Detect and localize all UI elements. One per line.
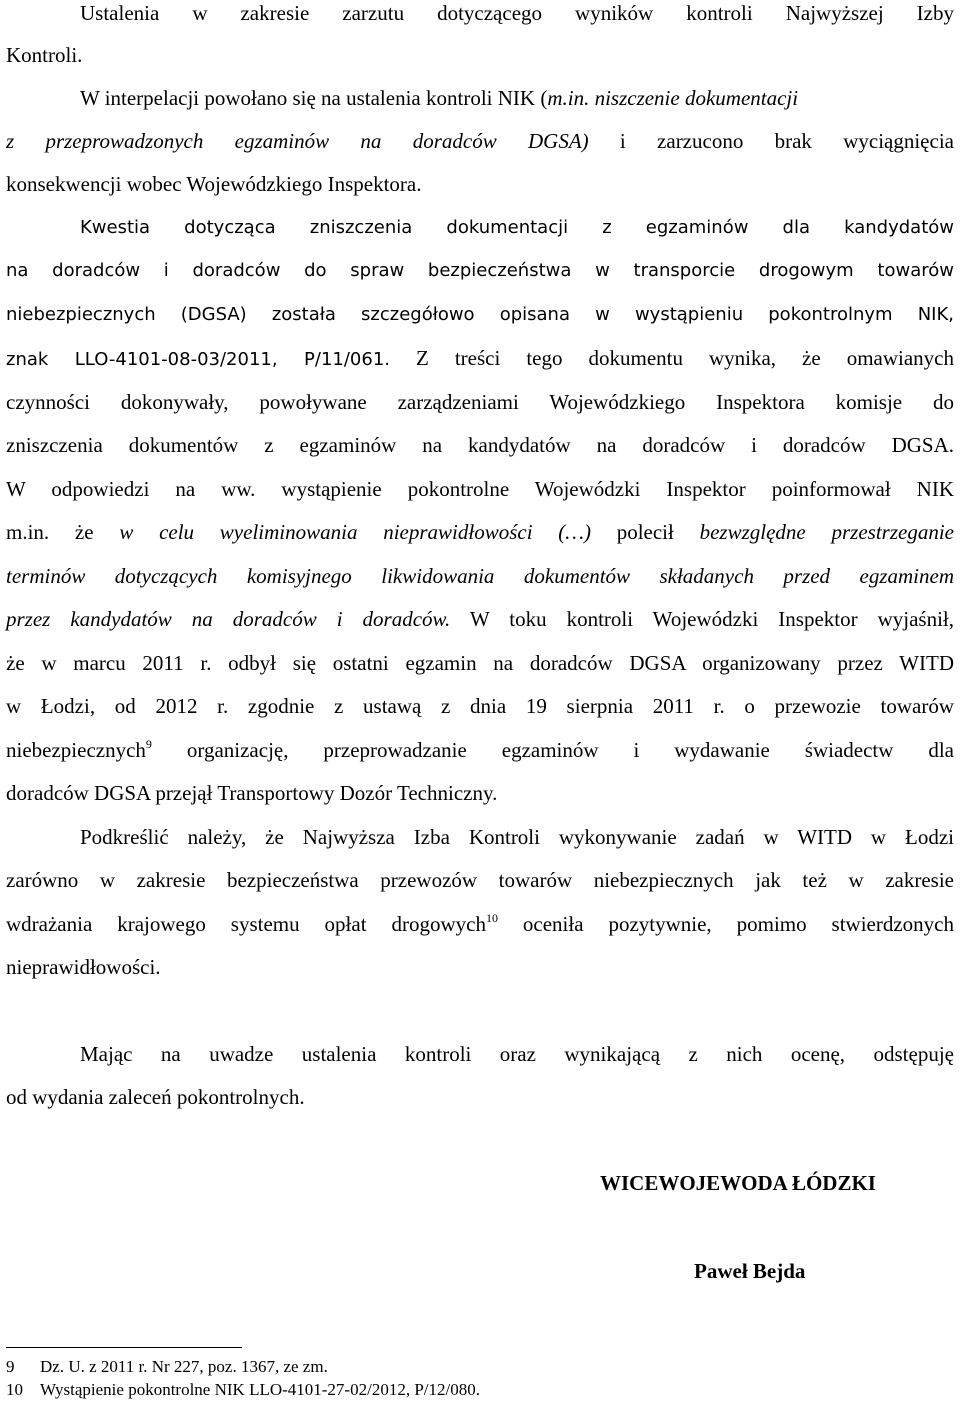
signature-name: Paweł Bejda (694, 1259, 806, 1283)
paragraph-line: Kwestia dotycząca zniszczenia dokumentacji z egzaminów dla kandydatów (80, 217, 954, 238)
paragraph-line: niebezpiecznych$^9$ organizację, przeprowadzanie egzaminów i wydawanie świadectw dla (6, 737, 954, 762)
paragraph-line: zniszczenia dokumentów z egzaminów na kandydatów na doradców i doradców DGSA. (6, 433, 954, 457)
paragraph-line: konsekwencji wobec Wojewódzkiego Inspektora. (6, 172, 422, 196)
paragraph-line: z przeprowadzonych egzaminów na doradców DGSA) i zarzucono brak wyciągnięcia (6, 129, 954, 153)
footnote-separator (6, 1347, 242, 1348)
paragraph-line: przez kandydatów na doradców i doradców. W toku kontroli Wojewódzki Inspektor wyjaśnił, (6, 607, 954, 631)
paragraph-line: niebezpiecznych (DGSA) została szczegółowo opisana w wystąpieniu pokontrolnym NIK, (6, 304, 954, 325)
paragraph-line: wdrażania krajowego systemu opłat drogowych$^{10}$ oceniła pozytywnie, pomimo stwierdzonych (6, 911, 955, 936)
paragraph-line: nieprawidłowości. (6, 955, 161, 979)
footnote-ref-10: 10 (485, 911, 498, 925)
paragraph-line: w Łodzi, od 2012 r. zgodnie z ustawą z dnia 19 sierpnia 2011 r. o przewozie towarów (6, 694, 954, 718)
signature-title: WICEWOJEWODA ŁÓDZKI (600, 1171, 876, 1195)
paragraph-line: znak LLO-4101-08-03/2011, P/11/061. Z treści tego dokumentu wynika, że omawianych (6, 346, 954, 370)
paragraph-line: na doradców i doradców do spraw bezpieczeństwa w transporcie drogowym towarów (6, 260, 954, 281)
paragraph-line: czynności dokonywały, powoływane zarządzeniami Wojewódzkiego Inspektora komisje do (6, 390, 954, 414)
paragraph-line: m.in. że w celu wyeliminowania nieprawidłowości (…) polecił bezwzględne przestrzeganie (6, 520, 954, 544)
paragraph-line: zarówno w zakresie bezpieczeństwa przewozów towarów niebezpiecznych jak też w zakresie (6, 868, 954, 892)
paragraph-line: Mając na uwadze ustalenia kontroli oraz wynikającą z nich ocenę, odstępuję (80, 1042, 954, 1066)
paragraph-line: doradców DGSA przejął Transportowy Dozór Techniczny. (6, 781, 498, 805)
footnote-ref-9: 9 (145, 737, 152, 751)
section-heading-line-2: Kontroli. (6, 43, 83, 67)
section-heading-line-1: Ustalenia w zakresie zarzutu dotyczącego wyników kontroli Najwyższej Izby (80, 1, 954, 25)
paragraph-line: że w marcu 2011 r. odbył się ostatni egzamin na doradców DGSA organizowany przez WITD (6, 651, 954, 675)
paragraph-line: terminów dotyczących komisyjnego likwidowania dokumentów składanych przed egzaminem (6, 564, 954, 588)
paragraph-line: W interpelacji powołano się na ustalenia kontroli NIK (m.in. niszczenie dokumentacji (80, 86, 799, 110)
paragraph-line: od wydania zaleceń pokontrolnych. (6, 1085, 305, 1109)
footnote-10: 10 Wystąpienie pokontrolne NIK LLO-4101-27-02/2012, P/12/080. (6, 1380, 480, 1399)
paragraph-line: W odpowiedzi na ww. wystąpienie pokontrolne Wojewódzki Inspektor poinformował NIK (6, 477, 954, 501)
footnote-9: 9 Dz. U. z 2011 r. Nr 227, poz. 1367, ze zm. (6, 1357, 328, 1376)
paragraph-line: Podkreślić należy, że Najwyższa Izba Kontroli wykonywanie zadań w WITD w Łodzi (80, 825, 954, 849)
